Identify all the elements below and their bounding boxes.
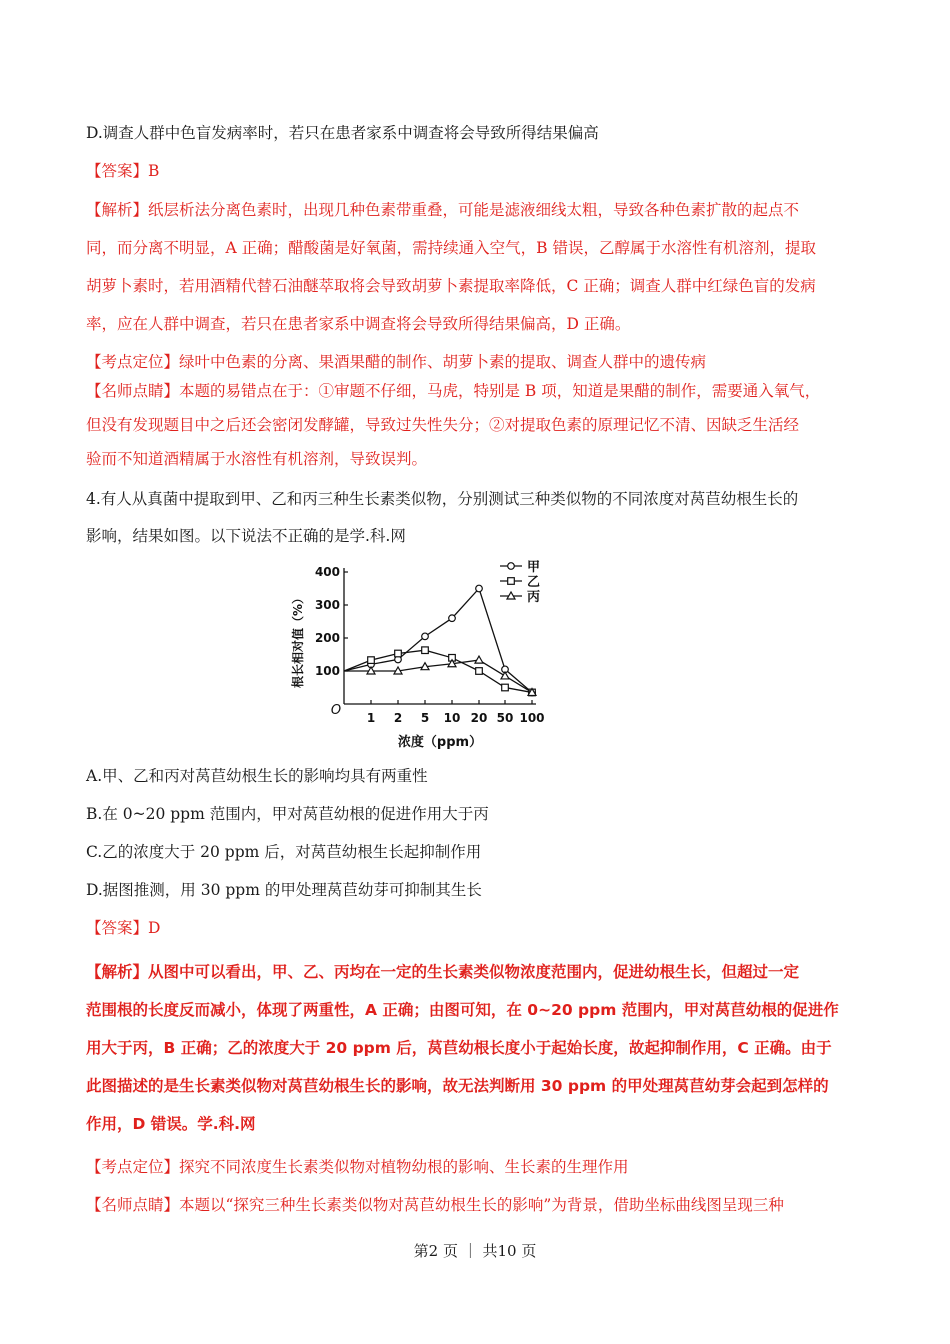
data-point-square [422,647,429,654]
q3-analysis-line: 【解析】纸层析法分离色素时，出现几种色素带重叠，可能是滤液细线太粗，导致各种色素扩散的起点不 [86,201,800,219]
data-point-circle [422,633,429,640]
x-tick-label: 1 [366,711,376,725]
q3-kaodian: 【考点定位】绿叶中色素的分离、果酒果醋的制作、胡萝卜素的提取、调查人群中的遗传病 [86,353,707,371]
legend-marker-circle [508,563,515,570]
q3-analysis-line: 同，而分离不明显，A 正确；醋酸菌是好氧菌，需持续通入空气，B 错误，乙醇属于水溶性有机溶剂，提取 [86,239,816,257]
data-point-triangle [501,672,509,679]
data-point-square [502,684,509,691]
q4-kaodian: 【考点定位】探究不同浓度生长素类似物对植物幼根的影响、生长素的生理作用 [86,1158,629,1176]
y-tick-label: 300 [314,598,340,612]
data-point-square [395,650,402,657]
x-tick-label: 20 [470,711,488,725]
y-tick-label: 400 [314,565,340,579]
q4-analysis-line: 作用，D 错误。学.科.网 [86,1115,256,1133]
q3-analysis-line: 胡萝卜素时，若用酒精代替石油醚萃取将会导致胡萝卜素提取率降低，C 正确；调查人群中红绿色盲的发病 [86,277,816,295]
q4-mingshi: 【名师点睛】本题以“探究三种生长素类似物对莴苣幼根生长的影响”为背景，借助坐标曲线图呈现三种 [86,1196,784,1214]
origin-label: O [330,703,342,718]
data-point-circle [476,585,483,592]
q4-option-c: C.乙的浓度大于 20 ppm 后，对莴苣幼根生长起抑制作用 [86,843,482,861]
q3-option-d: D.调查人群中色盲发病率时，若只在患者家系中调查将会导致所得结果偏高 [86,124,599,142]
q4-option-a: A.甲、乙和丙对莴苣幼根生长的影响均具有两重性 [86,767,428,785]
x-tick-label: 2 [393,711,403,725]
page-footer: 第2 页 ｜ 共10 页 [413,1242,537,1260]
q4-answer: 【答案】D [86,919,161,937]
q3-answer: 【答案】B [86,162,160,180]
legend-label: 甲 [527,560,541,575]
y-tick-label: 200 [314,631,340,645]
data-point-circle [449,615,456,622]
data-point-square [368,657,375,664]
legend-label: 乙 [527,575,541,590]
x-tick-label: 10 [443,711,461,725]
q4-option-d: D.据图推测，用 30 ppm 的甲处理莴苣幼芽可抑制其生长 [86,881,482,899]
root-length-chart [280,548,580,758]
q4-stem-line: 4.有人从真菌中提取到甲、乙和丙三种生长素类似物，分别测试三种类似物的不同浓度对莴苣幼根生长的 [86,490,799,508]
x-axis-label: 浓度（ppm） [397,735,483,750]
q3-mingshi-line: 【名师点睛】本题的易错点在于：①审题不仔细，马虎，特别是 B 项，知道是果醋的制作，需要通入氧气， [86,382,821,400]
data-point-square [476,668,483,675]
q3-mingshi-line: 验而不知道酒精属于水溶性有机溶剂，导致误判。 [86,450,428,468]
q4-analysis-line: 用大于丙，B 正确；乙的浓度大于 20 ppm 后，莴苣幼根长度小于起始长度，故起抑制作用，C 正确。由于 [86,1039,832,1057]
q3-mingshi-line: 但没有发现题目中之后还会密闭发酵罐，导致过失性失分；②对提取色素的原理记忆不清、因缺乏生活经 [86,416,800,434]
x-tick-label: 5 [420,711,430,725]
data-point-triangle [475,656,483,663]
q4-analysis-line: 【解析】从图中可以看出，甲、乙、丙均在一定的生长素类似物浓度范围内，促进幼根生长，但超过一定 [86,963,800,981]
y-axis-label: 根长相对值（%） [291,591,305,689]
q4-option-b: B.在 0~20 ppm 范围内，甲对莴苣幼根的促进作用大于丙 [86,805,489,823]
q4-analysis-line: 范围根的长度反而减小，体现了两重性，A 正确；由图可知，在 0~20 ppm 范围内，甲对莴苣幼根的促进作 [86,1001,839,1019]
legend-label: 丙 [527,590,541,605]
y-tick-label: 100 [314,664,340,678]
x-tick-label: 100 [519,711,545,725]
q4-analysis-line: 此图描述的是生长素类似物对莴苣幼根生长的影响，故无法判断用 30 ppm 的甲处理莴苣幼芽会起到怎样的 [86,1077,829,1095]
x-tick-label: 50 [496,711,514,725]
legend-marker-square [508,578,515,585]
q4-stem-line: 影响，结果如图。以下说法不正确的是学.科.网 [86,527,406,545]
q3-analysis-line: 率，应在人群中调查，若只在患者家系中调查将会导致所得结果偏高，D 正确。 [86,315,631,333]
